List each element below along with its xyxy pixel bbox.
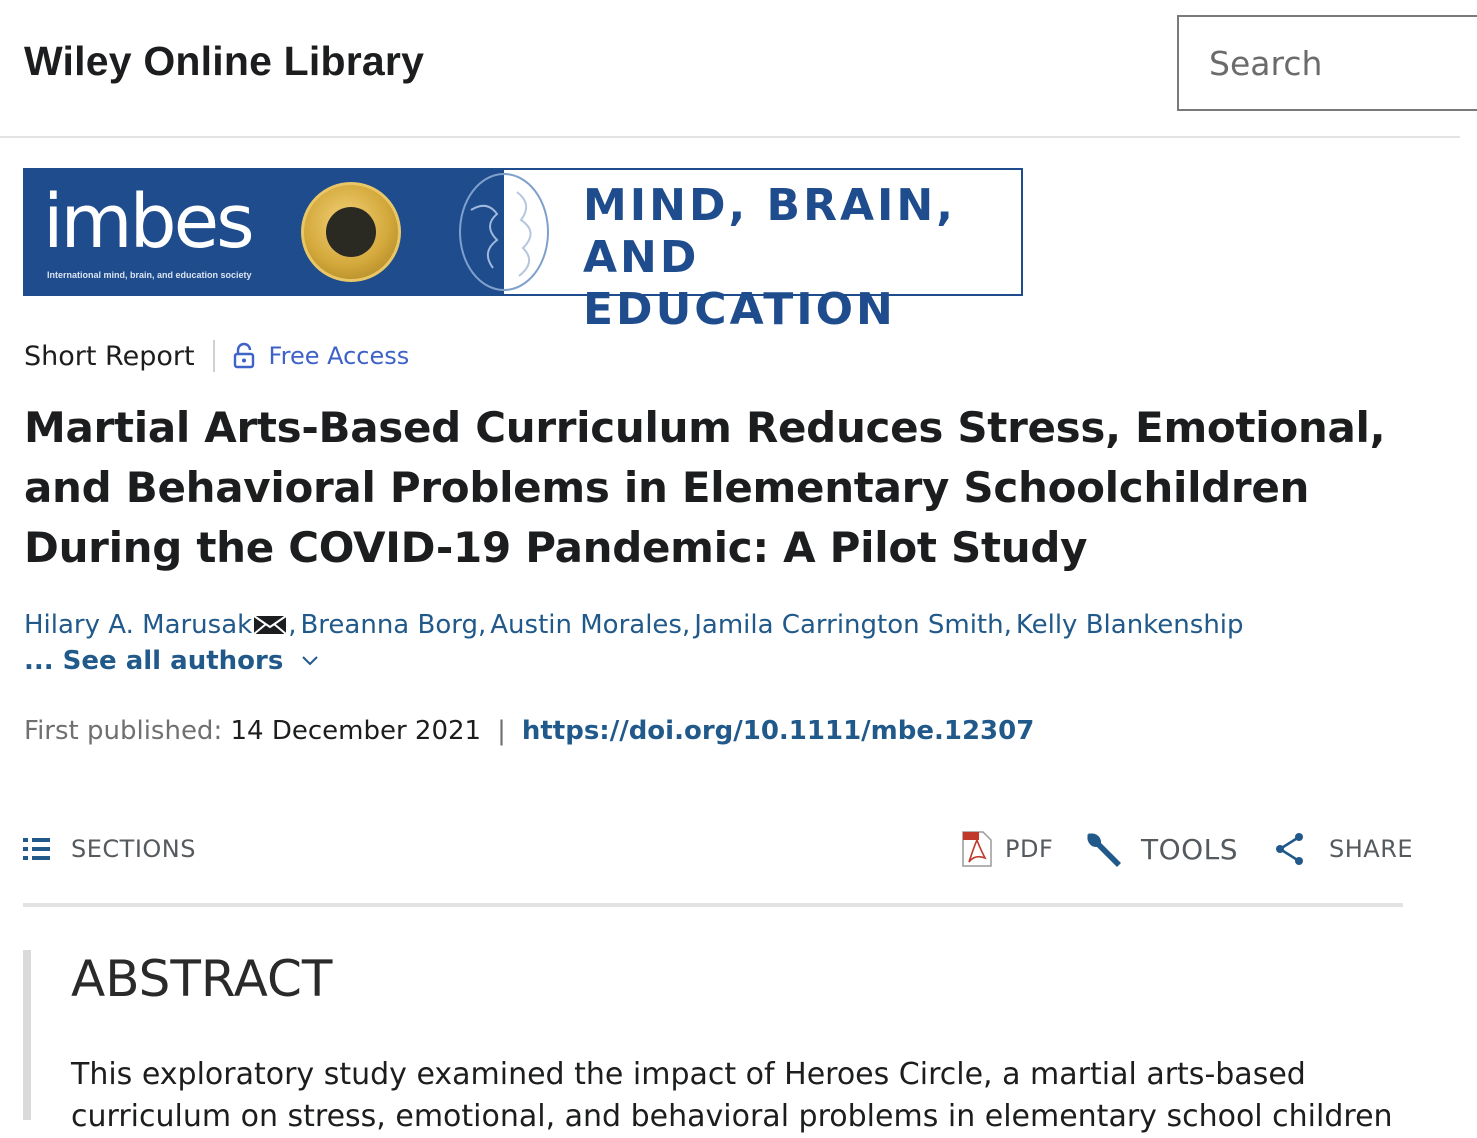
share-icon [1275,832,1305,866]
society-logo: imbes [43,179,252,265]
free-access-label: Free Access [268,342,410,370]
author-link[interactable]: Hilary A. Marusak [24,610,253,640]
society-subtitle: International mind, brain, and education society [47,270,252,280]
abstract-body: This exploratory study examined the impact of Heroes Circle, a martial arts-based curriculum on stress, emotional, and behavioral problems in elementary school children [71,1057,1393,1134]
wrench-icon [1083,829,1123,869]
see-all-authors-label: ... See all authors [24,646,284,676]
article-meta-row [24,338,409,374]
journal-banner[interactable] [23,168,1023,335]
published-separator: | [497,716,506,746]
see-all-authors-toggle[interactable] [24,646,319,676]
journal-title-line-2: AND EDUCATION [583,232,896,335]
doi-link[interactable]: https://doi.org/10.1111/mbe.12307 [521,716,1035,746]
pdf-icon [961,830,993,868]
brain-icon [457,170,551,294]
envelope-icon[interactable] [252,614,288,636]
author-link[interactable]: Kelly Blankenship [1015,610,1244,640]
share-label: SHARE [1329,835,1414,863]
author-list: Hilary A. Marusak , Breanna Borg, Austin Morales, Jamila Carrington Smith, Kelly Blankenship [24,610,1244,640]
chevron-down-icon [301,655,319,667]
article-toolbar [23,824,1414,874]
list-icon [23,837,51,861]
journal-title-line-1: MIND, BRAIN, [583,180,956,231]
toolbar-divider [23,903,1403,907]
pdf-label: PDF [1005,835,1054,863]
search-input[interactable] [1179,17,1459,109]
author-link[interactable]: Breanna Borg [300,610,478,640]
sections-label: SECTIONS [71,835,196,863]
journal-title [583,180,1021,336]
banner-society-panel [25,170,503,294]
lock-open-icon [233,343,255,369]
publication-info [24,716,1034,746]
article-type: Short Report [24,340,195,372]
pdf-button[interactable] [961,824,1053,874]
abstract-section [23,950,1423,1134]
share-button[interactable] [1275,824,1413,874]
sections-button[interactable] [23,824,196,874]
seal-icon [301,182,401,282]
first-published-label: First published: [24,716,223,746]
author-link[interactable]: Austin Morales [490,610,682,640]
abstract-heading: ABSTRACT [71,950,333,1008]
site-header [0,0,1460,138]
author-link[interactable]: Jamila Carrington Smith [694,610,1004,640]
first-published-date: 14 December 2021 [230,716,482,746]
site-logo[interactable]: Wiley Online Library [24,38,425,84]
tools-button[interactable] [1083,824,1238,874]
tools-label: TOOLS [1141,832,1239,866]
search-box[interactable] [1177,15,1477,111]
meta-divider [213,340,215,372]
article-title: Martial Arts-Based Curriculum Reduces Stress, Emotional, and Behavioral Problems in Elementary Schoolchildren During the COVID-19 Pandemic: A Pilot Study [24,403,1386,572]
